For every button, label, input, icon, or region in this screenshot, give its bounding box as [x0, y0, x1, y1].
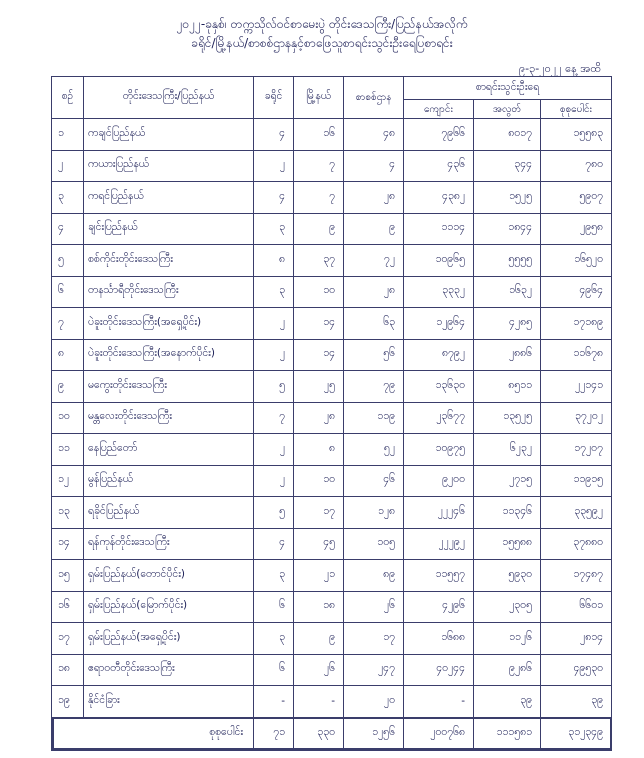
cell-school: ၁၃၆၃၀ [404, 371, 474, 403]
table-row [52, 308, 612, 340]
cell-sr: ၄ [52, 213, 84, 245]
total-school: ၂၀၀၇၆၈ [404, 717, 474, 750]
table-row [52, 339, 612, 371]
cell-township: ၇ [294, 150, 344, 182]
cell-township: ၂၈ [294, 402, 344, 434]
total-external: ၁၁၁၅၈၁ [474, 717, 541, 750]
cell-district: ၆ [254, 654, 294, 686]
cell-total: ၂၈၁၄ [541, 623, 612, 655]
cell-sr: ၅ [52, 245, 84, 277]
cell-sr: ၁၀ [52, 402, 84, 434]
total-row [52, 717, 612, 750]
cell-total: ၃၃၅၉၂ [541, 497, 612, 529]
cell-district: ၄ [254, 119, 294, 151]
cell-region-name: တနင်္သာရီတိုင်းဒေသကြီး [84, 276, 254, 308]
table-row [52, 560, 612, 592]
cell-township: ၁၇ [294, 497, 344, 529]
cell-external: ၁၁၃၄၆ [474, 497, 541, 529]
cell-total: ၁၇၂၀၇ [541, 434, 612, 466]
cell-region-name: နိုင်ငံခြား [84, 686, 254, 718]
cell-school: ၁၆၈၈ [404, 623, 474, 655]
cell-district: - [254, 686, 294, 718]
cell-township: ၉ [294, 213, 344, 245]
cell-total: ၃၇၂၀၂ [541, 402, 612, 434]
cell-district: ၅ [254, 371, 294, 403]
enrollment-table [51, 76, 612, 751]
cell-district: ၂ [254, 150, 294, 182]
cell-district: ၂ [254, 465, 294, 497]
table-row [52, 245, 612, 277]
cell-centre: ၅၆ [344, 339, 404, 371]
table-row [52, 497, 612, 529]
total-district: ၇၁ [254, 717, 294, 750]
cell-district: ၂ [254, 339, 294, 371]
cell-centre: ၇၉ [344, 371, 404, 403]
cell-region-name: ရန်ကုန်တိုင်းဒေသကြီး [84, 528, 254, 560]
as-of-date: ၉-၃-၂၀၂၂ နေ့ အထိ [518, 62, 602, 75]
cell-total: ၁၇၄၈၇ [541, 560, 612, 592]
header-sr: စဉ် [52, 77, 84, 119]
cell-sr: ၂ [52, 150, 84, 182]
cell-township: ၈ [294, 434, 344, 466]
cell-centre: ၂၈ [344, 182, 404, 214]
cell-district: ၂ [254, 308, 294, 340]
cell-township: ၁၄ [294, 339, 344, 371]
table-row [52, 528, 612, 560]
cell-sr: ၁၂ [52, 465, 84, 497]
header-external: အလွတ် [474, 100, 541, 119]
cell-sr: ၁၈ [52, 654, 84, 686]
cell-school: ၈၇၉၂ [404, 339, 474, 371]
cell-district: ၃ [254, 560, 294, 592]
table-row [52, 686, 612, 718]
cell-region-name: မွန်ပြည်နယ် [84, 465, 254, 497]
cell-total: ၃၉ [541, 686, 612, 718]
cell-centre: ၄၆ [344, 465, 404, 497]
cell-region-name: ပဲခူးတိုင်းဒေသကြီး(အနောက်ပိုင်း) [84, 339, 254, 371]
cell-district: ၂ [254, 434, 294, 466]
cell-district: ၄ [254, 182, 294, 214]
table-row [52, 182, 612, 214]
cell-school: ၉၂၀၀ [404, 465, 474, 497]
table-row [52, 213, 612, 245]
cell-centre: ၉ [344, 213, 404, 245]
cell-district: ၅ [254, 497, 294, 529]
cell-school: ၄၂၉၆ [404, 591, 474, 623]
cell-external: ၁၆၃၂ [474, 276, 541, 308]
cell-sr: ၆ [52, 276, 84, 308]
cell-township: - [294, 686, 344, 718]
cell-external: ၉၂၈၆ [474, 654, 541, 686]
cell-school: ၁၁၁၄ [404, 213, 474, 245]
cell-township: ၁၀ [294, 276, 344, 308]
header-region: တိုင်းဒေသကြီး/ပြည်နယ် [84, 77, 254, 119]
cell-region-name: ပဲခူးတိုင်းဒေသကြီး(အရှေ့ပိုင်း) [84, 308, 254, 340]
table-row [52, 119, 612, 151]
cell-centre: ၁၂၈ [344, 497, 404, 529]
cell-total: ၄၉၆၄ [541, 276, 612, 308]
cell-region-name: မကွေးတိုင်းဒေသကြီး [84, 371, 254, 403]
cell-centre: ၇၂ [344, 245, 404, 277]
cell-centre: ၆၃ [344, 308, 404, 340]
cell-external: ၂၃၀၅ [474, 591, 541, 623]
table-row [52, 276, 612, 308]
cell-total: ၁၁၆၇၈ [541, 339, 612, 371]
cell-district: ၃ [254, 276, 294, 308]
cell-sr: ၁၇ [52, 623, 84, 655]
cell-sr: ၃ [52, 182, 84, 214]
cell-district: ၈ [254, 245, 294, 277]
cell-total: ၁၆၅၂၀ [541, 245, 612, 277]
cell-sr: ၁၁ [52, 434, 84, 466]
cell-sr: ၁ [52, 119, 84, 151]
cell-school: ၃၃၃၂ [404, 276, 474, 308]
cell-township: ၁၆ [294, 119, 344, 151]
header-row [52, 77, 612, 100]
header-district: ခရိုင် [254, 77, 294, 119]
cell-external: ၁၃၅၂၅ [474, 402, 541, 434]
cell-region-name: ရှမ်းပြည်နယ်(အရှေ့ပိုင်း) [84, 623, 254, 655]
table-row [52, 654, 612, 686]
document-title: ၂၀၂၂-ခုနှစ်၊ တက္ကသိုလ်ဝင်စာမေးပွဲ တိုင်းဒေသကြီး/ပြည်နယ်အလိုက် [176, 17, 468, 31]
cell-district: ၃ [254, 623, 294, 655]
cell-school: ၁၀၉၆၅ [404, 245, 474, 277]
table-row [52, 591, 612, 623]
cell-external: ၁၈၄၄ [474, 213, 541, 245]
header-centre: စာစစ်ဌာန [344, 77, 404, 119]
table-body [52, 119, 612, 718]
cell-external: ၂၇၁၅ [474, 465, 541, 497]
cell-sr: ၁၄ [52, 528, 84, 560]
cell-external: ၃၉ [474, 686, 541, 718]
cell-centre: ၁၇ [344, 623, 404, 655]
cell-region-name: ဧရာဝတီတိုင်းဒေသကြီး [84, 654, 254, 686]
total-township: ၃၃၀ [294, 717, 344, 750]
cell-external: ၁၁၂၆ [474, 623, 541, 655]
cell-region-name: မန္တလေးတိုင်းဒေသကြီး [84, 402, 254, 434]
cell-centre: ၂၀ [344, 686, 404, 718]
header-school: ကျောင်း [404, 100, 474, 119]
cell-centre: ၂၈ [344, 276, 404, 308]
cell-region-name: ရှမ်းပြည်နယ်(တောင်ပိုင်း) [84, 560, 254, 592]
cell-township: ၃၇ [294, 245, 344, 277]
cell-centre: ၈၉ [344, 560, 404, 592]
document-subtitle: ခရိုင်/မြို့နယ်/စာစစ်ဌာနနှင့်စာဖြေသူစာရင်းသွင်းဦးရေပြစာရင်း [191, 36, 453, 50]
cell-sr: ၁၉ [52, 686, 84, 718]
cell-external: ၂၈၈၆ [474, 339, 541, 371]
cell-region-name: ရှမ်းပြည်နယ်(မြောက်ပိုင်း) [84, 591, 254, 623]
cell-region-name: ကချင်ပြည်နယ် [84, 119, 254, 151]
cell-school: ၄၃၈၂ [404, 182, 474, 214]
cell-external: ၄၂၈၅ [474, 308, 541, 340]
cell-district: ၃ [254, 213, 294, 245]
cell-centre: ၄၈ [344, 119, 404, 151]
cell-school: ၂၂၂၉၂ [404, 528, 474, 560]
total-label: စုစုပေါင်း [52, 717, 254, 750]
total-centre: ၁၂၅၆ [344, 717, 404, 750]
cell-school: ၇၉၆၆ [404, 119, 474, 151]
cell-region-name: ချင်းပြည်နယ် [84, 213, 254, 245]
cell-total: ၂၉၅၈ [541, 213, 612, 245]
cell-sr: ၈ [52, 339, 84, 371]
cell-township: ၇ [294, 182, 344, 214]
cell-total: ၃၇၈၈၀ [541, 528, 612, 560]
total-total: ၃၁၂၃၄၉ [541, 717, 612, 750]
cell-region-name: ကယားပြည်နယ် [84, 150, 254, 182]
cell-region-name: ကရင်ပြည်နယ် [84, 182, 254, 214]
cell-school: ၁၀၉၇၅ [404, 434, 474, 466]
cell-centre: ၁၁၉ [344, 402, 404, 434]
cell-total: ၇၈၀ [541, 150, 612, 182]
header-total: စုစုပေါင်း [541, 100, 612, 119]
cell-school: ၂၃၆၇၇ [404, 402, 474, 434]
table-row [52, 371, 612, 403]
cell-sr: ၁၃ [52, 497, 84, 529]
cell-district: ၆ [254, 591, 294, 623]
cell-school: ၁၂၉၆၄ [404, 308, 474, 340]
table-row [52, 623, 612, 655]
cell-township: ၂၅ [294, 371, 344, 403]
cell-township: ၄၅ [294, 528, 344, 560]
cell-total: ၄၉၅၃၀ [541, 654, 612, 686]
cell-centre: ၅၂ [344, 434, 404, 466]
cell-centre: ၄ [344, 150, 404, 182]
cell-sr: ၉ [52, 371, 84, 403]
cell-centre: ၂၆ [344, 591, 404, 623]
cell-total: ၅၉၀၇ [541, 182, 612, 214]
header-township: မြို့နယ် [294, 77, 344, 119]
cell-school: ၄၀၂၄၄ [404, 654, 474, 686]
header-enrolled: စာရင်းသွင်းဦးရေ [404, 77, 612, 100]
cell-school: ၁၁၅၅၇ [404, 560, 474, 592]
cell-region-name: ရခိုင်ပြည်နယ် [84, 497, 254, 529]
cell-total: ၁၇၁၈၉ [541, 308, 612, 340]
table-row [52, 150, 612, 182]
cell-district: ၄ [254, 528, 294, 560]
cell-centre: ၂၄၇ [344, 654, 404, 686]
cell-sr: ၁၅ [52, 560, 84, 592]
cell-external: ၅၉၃၀ [474, 560, 541, 592]
cell-township: ၂၆ [294, 654, 344, 686]
table-row [52, 465, 612, 497]
cell-district: ၇ [254, 402, 294, 434]
cell-external: ၈၀၁၇ [474, 119, 541, 151]
cell-region-name: စစ်ကိုင်းတိုင်းဒေသကြီး [84, 245, 254, 277]
cell-external: ၁၅၂၅ [474, 182, 541, 214]
table-row [52, 402, 612, 434]
cell-total: ၆၆၀၁ [541, 591, 612, 623]
table-row [52, 434, 612, 466]
cell-total: ၁၁၉၁၅ [541, 465, 612, 497]
cell-school: - [404, 686, 474, 718]
cell-township: ၁၄ [294, 308, 344, 340]
cell-external: ၃၄၄ [474, 150, 541, 182]
cell-external: ၈၅၁၁ [474, 371, 541, 403]
cell-external: ၅၅၅၅ [474, 245, 541, 277]
cell-school: ၂၂၂၄၆ [404, 497, 474, 529]
cell-external: ၆၂၃၂ [474, 434, 541, 466]
cell-external: ၁၅၅၈၈ [474, 528, 541, 560]
cell-township: ၁၈ [294, 591, 344, 623]
cell-centre: ၁၀၅ [344, 528, 404, 560]
cell-township: ၂၁ [294, 560, 344, 592]
cell-township: ၉ [294, 623, 344, 655]
cell-total: ၂၂၁၄၁ [541, 371, 612, 403]
cell-region-name: နေပြည်တော် [84, 434, 254, 466]
cell-total: ၁၅၅၈၃ [541, 119, 612, 151]
cell-school: ၄၃၆ [404, 150, 474, 182]
cell-sr: ၁၆ [52, 591, 84, 623]
cell-sr: ၇ [52, 308, 84, 340]
cell-township: ၁၀ [294, 465, 344, 497]
